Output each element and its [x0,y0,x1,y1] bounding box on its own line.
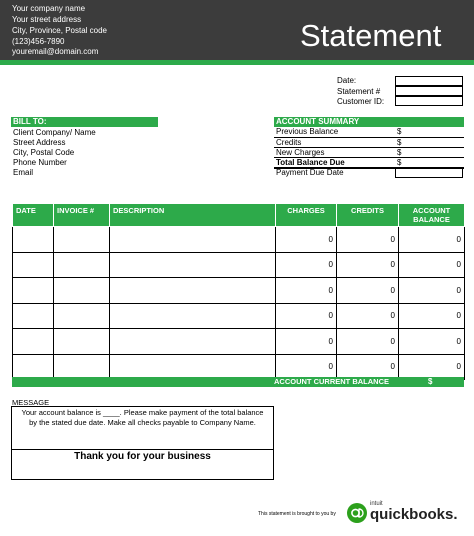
page-title: Statement [300,18,442,53]
cell-invoice[interactable] [54,303,110,329]
brand-quickbooks: quickbooks. [370,506,458,523]
bill-to-line: Client Company/ Name [13,128,96,137]
summary-currency: $ [397,138,402,147]
cell-invoice[interactable] [54,329,110,355]
cell-credits[interactable]: 0 [337,278,399,304]
table-row [13,278,465,304]
statement-table [12,203,464,380]
cell-balance[interactable]: 0 [399,354,465,380]
table-row [13,354,465,380]
bill-to-line: Phone Number [13,158,67,167]
cell-credits[interactable]: 0 [337,303,399,329]
col-header-credits: CREDITS [337,204,399,227]
cell-balance[interactable]: 0 [399,303,465,329]
current-balance-currency: $ [428,377,433,386]
account-summary-heading: ACCOUNT SUMMARY [274,117,464,127]
cell-description[interactable] [110,227,276,253]
company-name: Your company name [12,4,86,13]
customer-id-label: Customer ID: [337,97,385,106]
summary-label: Previous Balance [276,127,339,136]
table-row [13,329,465,355]
bill-to-heading: BILL TO: [11,117,158,127]
col-header-invoice: INVOICE # [54,204,110,227]
col-header-description: DESCRIPTION [110,204,276,227]
cell-balance[interactable]: 0 [399,278,465,304]
current-balance-bar [12,377,464,387]
col-header-charges: CHARGES [276,204,337,227]
cell-date[interactable] [13,329,54,355]
summary-currency: $ [397,158,402,167]
summary-label: New Charges [276,148,325,157]
col-header-date: DATE [13,204,54,227]
message-heading: MESSAGE [12,398,50,407]
summary-divider [274,137,464,138]
company-phone: (123)456-7890 [12,37,65,46]
cell-charges[interactable]: 0 [276,329,337,355]
cell-charges[interactable]: 0 [276,227,337,253]
cell-date[interactable] [13,354,54,380]
cell-description[interactable] [110,354,276,380]
payment-due-field[interactable] [395,168,463,178]
brand-intuit: intuit [370,501,383,507]
quickbooks-logo-icon [347,503,367,523]
cell-description[interactable] [110,278,276,304]
cell-invoice[interactable] [54,252,110,278]
cell-description[interactable] [110,252,276,278]
cell-charges[interactable]: 0 [276,252,337,278]
cell-date[interactable] [13,227,54,253]
message-divider [11,449,274,450]
col-header-balance: ACCOUNT BALANCE [399,204,465,227]
summary-currency: $ [397,127,402,136]
summary-currency: $ [397,148,402,157]
date-label: Date: [337,76,357,85]
customer-id-field[interactable] [395,96,463,106]
cell-date[interactable] [13,252,54,278]
payment-due-label: Payment Due Date [276,168,344,177]
cell-date[interactable] [13,303,54,329]
message-line: Your account balance is ____. Please make payment of the total balance [21,408,264,417]
company-email: youremail@domain.com [12,47,99,56]
cell-credits[interactable]: 0 [337,227,399,253]
cell-charges[interactable]: 0 [276,278,337,304]
cell-date[interactable] [13,278,54,304]
cell-invoice[interactable] [54,227,110,253]
cell-balance[interactable]: 0 [399,227,465,253]
cell-charges[interactable]: 0 [276,303,337,329]
cell-credits[interactable]: 0 [337,354,399,380]
bill-to-line: City, Postal Code [13,148,75,157]
company-address: Your street address [12,15,82,24]
bill-to-line: Email [13,168,34,177]
statement-number-field[interactable] [395,86,463,96]
table-row [13,303,465,329]
cell-description[interactable] [110,329,276,355]
accent-strip [0,60,474,65]
company-city: City, Province, Postal code [12,26,108,35]
table-row [13,227,465,253]
message-line: by the stated due date. Make all checks payable to Company Name. [29,418,256,427]
cell-invoice[interactable] [54,278,110,304]
cell-charges[interactable]: 0 [276,354,337,380]
cell-credits[interactable]: 0 [337,329,399,355]
summary-label: Credits [276,138,302,147]
current-balance-label: ACCOUNT CURRENT BALANCE [274,377,389,386]
cell-credits[interactable]: 0 [337,252,399,278]
date-field[interactable] [395,76,463,86]
table-header-row [13,204,465,227]
statement-number-label: Statement # [337,87,381,96]
cell-invoice[interactable] [54,354,110,380]
thank-you-text: Thank you for your business [74,451,211,462]
brought-by-text: This statement is brought to you by [258,511,336,517]
bill-to-line: Street Address [13,138,66,147]
summary-total-label: Total Balance Due [276,158,345,167]
cell-balance[interactable]: 0 [399,252,465,278]
cell-balance[interactable]: 0 [399,329,465,355]
cell-description[interactable] [110,303,276,329]
header-bar [0,0,474,60]
table-row [13,252,465,278]
